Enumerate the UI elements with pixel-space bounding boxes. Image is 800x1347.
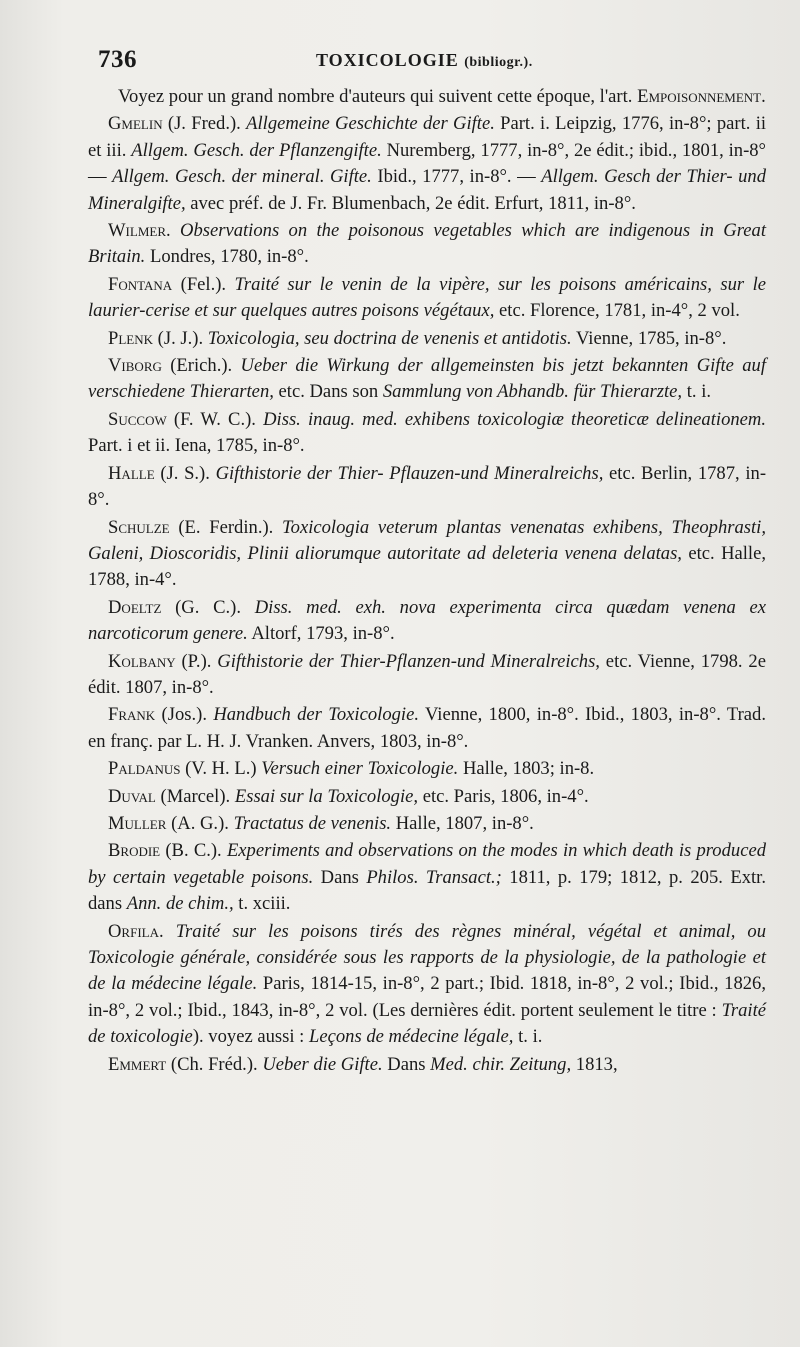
entry-author: Plenk [108, 327, 153, 349]
entry-title: Ueber die Gifte. [262, 1053, 383, 1075]
entry-text [171, 220, 180, 241]
entry-plenk [88, 326, 766, 352]
entry-title: Gifthistorie der Thier-Pflanzen-und Mineralreichs, [217, 650, 600, 672]
entry-text: etc. Dans son [273, 381, 383, 403]
entry-author: Emmert [108, 1053, 167, 1075]
entry-author: Fontana [108, 273, 173, 295]
entry-text: Halle, 1807, in-8°. [391, 812, 534, 834]
intro-text: Voyez pour un grand nombre d'auteurs qui suivent cette époque, l'art. [118, 86, 638, 107]
entry-text: (V. H. L.) [180, 758, 262, 780]
entry-text: Ibid., 1777, in-8°. — [371, 166, 542, 188]
entry-title: Traité sur le venin de la vipère, sur les poisons américains, sur le laurier-cerise et sur quelques autres poisons végétaux, [88, 273, 766, 322]
entry-author: Wilmer. [108, 220, 171, 242]
entry-title: Traité de toxicologie [88, 999, 766, 1048]
entry-text: avec préf. de J. Fr. Blumenbach, 2e édit. Erfurt, 1811, in-8°. [185, 192, 636, 214]
entry-author: Paldanus [108, 758, 181, 780]
entry-succow [88, 407, 766, 460]
entry-text: Vienne, 1785, in-8°. [571, 327, 727, 349]
running-title-section: (bibliogr.). [464, 55, 533, 70]
entry-text: (B. C.). [160, 840, 227, 862]
entry-emmert [88, 1052, 766, 1078]
entry-title: Sammlung von Abhandb. für Thierarzte, [382, 381, 683, 403]
running-title-main: TOXICOLOGIE [316, 50, 459, 70]
entry-muller [88, 811, 766, 837]
entry-title: Leçons de médecine légale, [309, 1026, 514, 1048]
entry-gmelin [88, 111, 766, 217]
entry-text: Nuremberg, 1777, in-8°, 2e édit.; ibid., 1801, in-8° — [88, 139, 766, 188]
entry-text: (F. W. C.). [166, 408, 264, 430]
entry-wilmer [88, 218, 766, 271]
entry-title: Ueber die Wirkung der allgemeinsten bis jetzt bekannten Gifte auf verschiedene Thierarten, [88, 355, 766, 403]
entry-author: Frank [108, 704, 156, 726]
entry-halle [88, 461, 766, 514]
entry-text: etc. Florence, 1781, in-4°, 2 vol. [494, 300, 740, 322]
entry-text: (J. Fred.). [162, 113, 247, 135]
entry-author: Kolbany [108, 650, 176, 672]
entry-text: Vienne, 1800, in-8°. Ibid., 1803, in-8°. Trad. en franç. par L. H. J. Vranken. Anvers, 1803, in-8°. [88, 704, 766, 752]
entry-text: Halle, 1803; in-8. [458, 758, 595, 780]
entry-text: Part. i et ii. Iena, 1785, in-8°. [88, 435, 305, 457]
entry-intro [88, 84, 766, 110]
entry-author: Schulze [108, 516, 170, 538]
entry-text: 1811, p. 179; 1812, p. 205. Extr. dans [88, 866, 766, 915]
entry-author: Muller [108, 812, 167, 834]
entry-text: (J. J.). [153, 327, 208, 349]
entry-text: ). voyez aussi : [192, 1026, 309, 1048]
entry-text: etc. Halle, 1788, in-4°. [88, 542, 767, 591]
entry-text: (Ch. Fréd.). [166, 1053, 263, 1075]
entry-text: 1813, [571, 1053, 618, 1075]
entry-title: Allgem. Gesch der Thier- und Mineralgifte, [88, 166, 766, 214]
entry-text: (Erich.). [161, 355, 241, 377]
page-number: 736 [98, 46, 137, 73]
entry-title: Diss. med. exh. nova experimenta circa quædam venena ex narcoticorum genere. [88, 596, 766, 645]
entry-text: etc. Berlin, 1787, in-8°. [88, 462, 767, 511]
entry-title: Gifthistorie der Thier- Pflauzen-und Mineralreichs, [215, 462, 604, 484]
entry-title: Med. chir. Zeitung, [430, 1053, 572, 1075]
entry-text: (A. G.). [166, 812, 234, 834]
entry-text: t. i. [513, 1026, 543, 1048]
entry-author: Succow [108, 408, 167, 430]
running-title [316, 50, 533, 71]
entry-author: Orfila. [108, 920, 164, 942]
entry-title: Allgem. Gesch. der Pflanzengifte. [131, 139, 382, 161]
entry-author: Brodie [108, 840, 161, 862]
entry-title: Experiments and observations on the modes in which death is produced by certain vegetable poisons. [88, 840, 766, 888]
entry-text: t. i. [682, 381, 712, 403]
entry-title: Philos. Transact.; [366, 866, 502, 888]
entry-author: Viborg [108, 355, 162, 377]
entry-author: Doeltz [108, 596, 162, 618]
entry-text: Altorf, 1793, in-8°. [247, 623, 395, 645]
entry-text: Dans [382, 1053, 431, 1075]
entry-title: Allgemeine Geschichte der Gifte. [246, 113, 495, 135]
entry-text [164, 921, 176, 942]
entry-text: etc. Paris, 1806, in-4°. [418, 785, 589, 807]
bibliography-text [88, 84, 766, 1079]
cross-reference: Empoisonnement. [637, 86, 766, 107]
entry-author: Halle [108, 462, 155, 484]
entry-title: Ann. de chim., [126, 893, 234, 915]
entry-text: (Jos.). [155, 704, 214, 726]
entry-brodie [88, 838, 766, 917]
entry-text: (P.). [175, 650, 218, 672]
entry-title: Toxicologia, seu doctrina de venenis et antidotis. [207, 327, 572, 349]
entry-title: Versuch einer Toxicologie. [261, 758, 459, 780]
entry-author: Gmelin [108, 113, 163, 135]
entry-paldanus [88, 756, 766, 782]
entry-author: Duval [108, 785, 156, 807]
entry-text: (J. S.). [154, 462, 216, 484]
entry-doeltz [88, 595, 766, 648]
entry-title: Diss. inaug. med. exhibens toxicologiæ theoreticæ delineationem. [263, 408, 766, 430]
entry-text: (Fel.). [172, 273, 235, 295]
entry-title: Allgem. Gesch. der mineral. Gifte. [112, 166, 372, 188]
entry-kolbany [88, 649, 766, 702]
entry-text: etc. Vienne, 1798. 2e édit. 1807, in-8°. [88, 650, 766, 698]
page-header [98, 44, 758, 80]
entry-text: Londres, 1780, in-8°. [145, 246, 309, 268]
entry-text: t. xciii. [233, 893, 291, 915]
entry-title: Observations on the poisonous vegetables which are indigenous in Great Britain. [88, 220, 766, 268]
entry-title: Essai sur la Toxicologie, [234, 785, 419, 807]
entry-text: Dans [313, 866, 367, 888]
entry-duval [88, 784, 766, 810]
entry-text: (E. Ferdin.). [169, 516, 283, 538]
entry-text: Part. i. Leipzig, 1776, in-8°; part. ii et iii. [88, 113, 767, 161]
entry-fontana [88, 272, 766, 325]
entry-title: Tractatus de venenis. [233, 812, 392, 834]
entry-viborg [88, 353, 766, 406]
entry-title: Traité sur les poisons tirés des règnes minéral, végétal et animal, ou Toxicologie générale, considérée sous les rapports de la physiologie, de la pathologie et de la médecine légale. [88, 920, 767, 995]
entry-title: Handbuch der Toxicologie. [213, 704, 419, 726]
entry-frank [88, 702, 766, 755]
entry-text: (Marcel). [155, 785, 235, 807]
entry-text: Paris, 1814-15, in-8°, 2 part.; Ibid. 1818, in-8°, 2 vol.; Ibid., 1826, in-8°, 2 vol.; Ibid., 1843, in-8°, 2 vol. (Les dernières édit. portent seulement le titre : [88, 973, 766, 1021]
entry-schulze [88, 515, 766, 594]
entry-text: (G. C.). [161, 596, 255, 618]
entry-title: Toxicologia veterum plantas venenatas exhibens, Theophrasti, Galeni, Dioscoridis, Plinii aliorumque autoritate ad deleteria venena delatas, [88, 516, 766, 564]
entry-orfila [88, 919, 766, 1051]
